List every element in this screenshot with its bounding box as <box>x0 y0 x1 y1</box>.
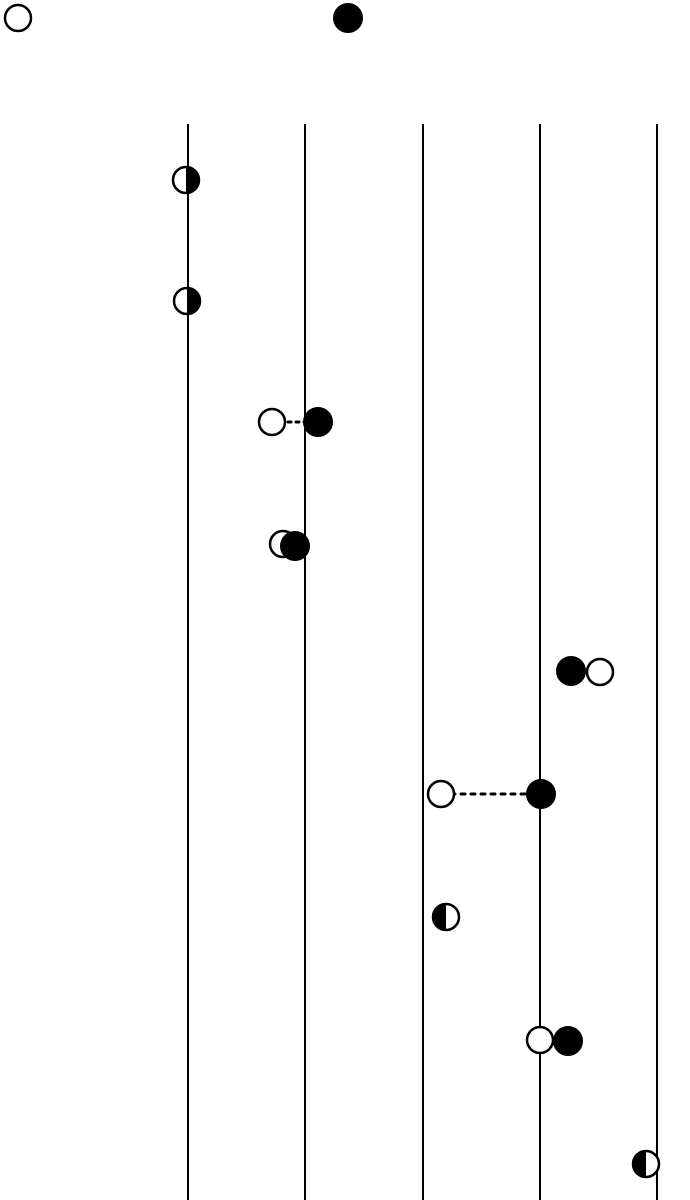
filled-circle <box>334 4 362 32</box>
vertical-lines-group <box>188 124 657 1200</box>
marker-half-fill <box>186 167 199 193</box>
marker-body <box>259 409 285 435</box>
marker-body <box>428 781 454 807</box>
marker-body <box>281 532 309 560</box>
marker-half-fill <box>433 904 446 930</box>
filled-circle <box>304 408 332 436</box>
marker-body <box>527 1027 553 1053</box>
half-filled-circle <box>173 167 199 193</box>
half-filled-circle <box>433 904 459 930</box>
open-circle <box>587 659 613 685</box>
marker-body <box>527 780 555 808</box>
marker-half-fill <box>187 288 200 314</box>
marker-body <box>5 5 31 31</box>
open-circle <box>259 409 285 435</box>
filled-circle <box>554 1027 582 1055</box>
marker-body <box>334 4 362 32</box>
open-circle <box>5 5 31 31</box>
filled-circle <box>281 532 309 560</box>
markers-group <box>5 4 659 1177</box>
open-circle <box>527 1027 553 1053</box>
half-filled-circle <box>633 1151 659 1177</box>
marker-body <box>587 659 613 685</box>
filled-circle <box>557 657 585 685</box>
marker-body <box>304 408 332 436</box>
marker-body <box>554 1027 582 1055</box>
half-filled-circle <box>174 288 200 314</box>
marker-body <box>557 657 585 685</box>
open-circle <box>428 781 454 807</box>
connectors-group <box>272 422 541 794</box>
filled-circle <box>527 780 555 808</box>
marker-half-fill <box>633 1151 646 1177</box>
